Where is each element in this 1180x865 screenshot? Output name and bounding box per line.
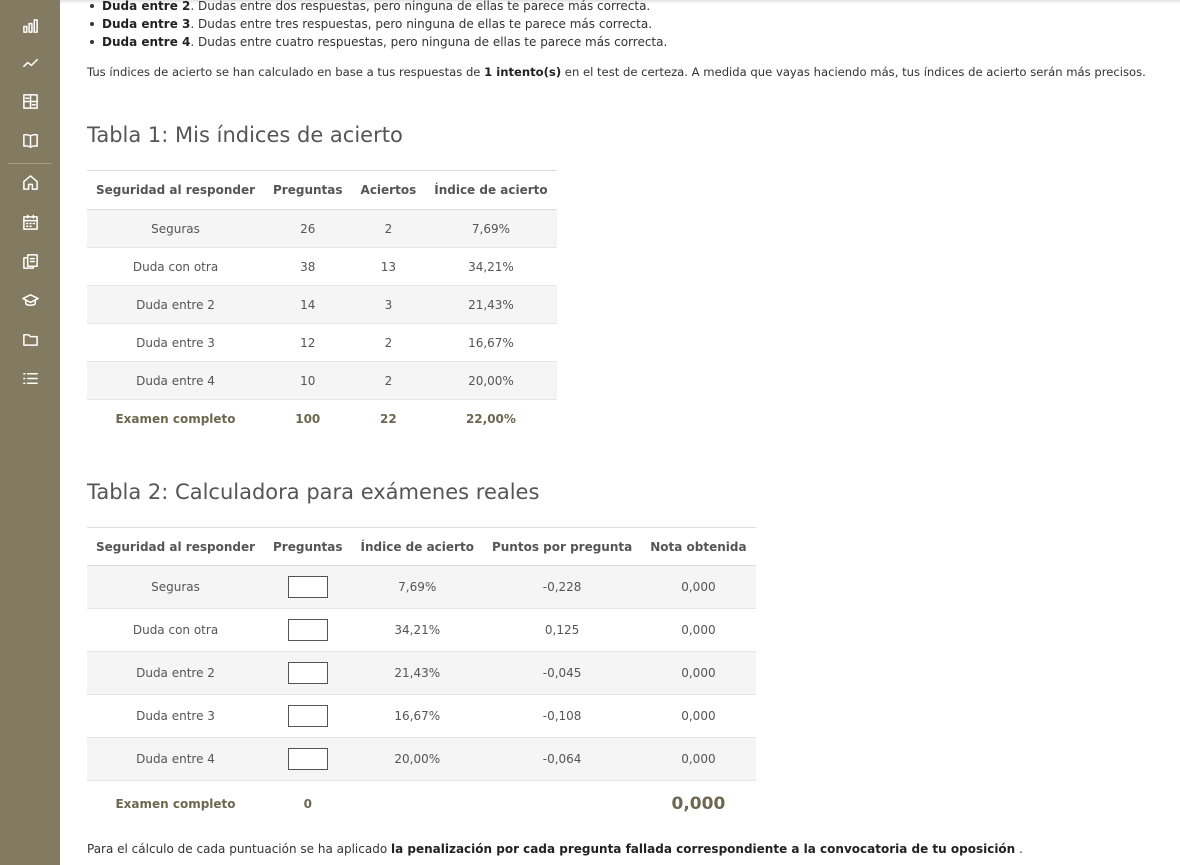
col-header: Puntos por pregunta: [483, 528, 641, 566]
questions-cell: 26: [264, 210, 352, 248]
empty-cell: [483, 781, 641, 827]
col-header: Preguntas: [264, 528, 352, 566]
points-cell: -0,064: [483, 738, 641, 781]
points-cell: -0,108: [483, 695, 641, 738]
sidebar-item-statistics[interactable]: [0, 10, 60, 40]
table2-title: Tabla 2: Calculadora para exámenes reales: [87, 480, 540, 504]
points-cell: -0,228: [483, 566, 641, 609]
empty-cell: [352, 781, 483, 827]
legend-term: Duda entre 4: [102, 35, 191, 49]
points-cell: 0,125: [483, 609, 641, 652]
col-header: Nota obtenida: [641, 528, 755, 566]
total-label: Examen completo: [87, 400, 264, 439]
hit-rate-cell: 21,43%: [352, 652, 483, 695]
questions-input-cell: [264, 695, 352, 738]
hit-rate-cell: 21,43%: [425, 286, 556, 324]
row-label: Duda entre 2: [87, 286, 264, 324]
hit-rate-cell: 34,21%: [352, 609, 483, 652]
table-row: [87, 324, 557, 362]
table-row: [87, 566, 756, 609]
sidebar-divider: [8, 163, 52, 164]
col-header: Aciertos: [352, 171, 426, 210]
row-label: Seguras: [87, 566, 264, 609]
points-cell: -0,045: [483, 652, 641, 695]
legend-item: [87, 15, 667, 33]
legend-desc: . Dudas entre dos respuestas, pero ninguna de ellas te parece más correcta.: [190, 0, 651, 13]
table-header-row: [87, 528, 756, 566]
total-questions: 100: [264, 400, 352, 439]
sidebar-item-home[interactable]: [0, 167, 60, 197]
hits-cell: 3: [352, 286, 426, 324]
list-icon: [22, 370, 39, 387]
total-row: [87, 400, 557, 439]
table-row: [87, 609, 756, 652]
col-header: Índice de acierto: [425, 171, 556, 210]
questions-input-duda-entre-4[interactable]: [288, 748, 328, 770]
questions-cell: 38: [264, 248, 352, 286]
hit-rate-cell: 16,67%: [425, 324, 556, 362]
sidebar-item-calendar[interactable]: [0, 207, 60, 237]
col-header: Índice de acierto: [352, 528, 483, 566]
documents-icon: [22, 253, 39, 270]
trend-line-icon: [22, 55, 39, 72]
hit-rate-table: [87, 170, 557, 439]
grade-cell: 0,000: [641, 738, 755, 781]
grade-cell: 0,000: [641, 609, 755, 652]
hit-rate-cell: 16,67%: [352, 695, 483, 738]
questions-input-duda-entre-3[interactable]: [288, 705, 328, 727]
sidebar-item-list[interactable]: [0, 363, 60, 393]
questions-input-cell: [264, 652, 352, 695]
grade-cell: 0,000: [641, 566, 755, 609]
total-hits: 22: [352, 400, 426, 439]
row-label: Seguras: [87, 210, 264, 248]
sidebar-item-files[interactable]: [0, 324, 60, 354]
row-label: Duda entre 4: [87, 738, 264, 781]
total-questions: 0: [303, 796, 312, 811]
row-label: Duda entre 4: [87, 362, 264, 400]
total-hit-rate: 22,00%: [425, 400, 556, 439]
calendar-icon: [22, 214, 39, 231]
legend-item: [87, 0, 667, 15]
grade-cell: 0,000: [641, 695, 755, 738]
col-header: Seguridad al responder: [87, 528, 264, 566]
legend-desc: . Dudas entre tres respuestas, pero ninguna de ellas te parece más correcta.: [190, 17, 653, 31]
questions-input-seguras[interactable]: [288, 576, 328, 598]
sidebar-item-tests[interactable]: [0, 246, 60, 276]
questions-input-duda-entre-2[interactable]: [288, 662, 328, 684]
questions-input-cell: [264, 609, 352, 652]
hits-cell: 2: [352, 210, 426, 248]
table-header-row: [87, 171, 557, 210]
grade-cell: 0,000: [641, 652, 755, 695]
questions-input-cell: [264, 738, 352, 781]
total-row: [87, 781, 756, 827]
total-grade-cell: [641, 781, 755, 827]
bar-chart-icon: [22, 17, 39, 34]
penalty-footnote: Para el cálculo de cada puntuación se ha aplicado la penalización por cada pregunta fallada correspondiente a la convocatoria de tu oposición .: [87, 842, 1023, 856]
total-label: Examen completo: [115, 796, 236, 811]
legend-term: Duda entre 2: [102, 0, 191, 13]
row-label: Duda entre 2: [87, 652, 264, 695]
questions-input-duda-con-otra[interactable]: [288, 619, 328, 641]
exam-calculator-table: [87, 527, 756, 827]
row-label: Duda entre 3: [87, 695, 264, 738]
hit-rate-cell: 34,21%: [425, 248, 556, 286]
hit-rate-cell: 20,00%: [425, 362, 556, 400]
folder-icon: [22, 331, 39, 348]
hit-rate-cell: 7,69%: [352, 566, 483, 609]
questions-cell: 14: [264, 286, 352, 324]
hit-rate-cell: 7,69%: [425, 210, 556, 248]
confidence-legend: [87, 0, 667, 51]
table1-title: Tabla 1: Mis índices de acierto: [87, 123, 403, 147]
row-label: Duda entre 3: [87, 324, 264, 362]
total-grade: 0,000: [671, 793, 726, 814]
hits-cell: 2: [352, 324, 426, 362]
legend-item: [87, 33, 667, 51]
legend-desc: . Dudas entre cuatro respuestas, pero ninguna de ellas te parece más correcta.: [190, 35, 668, 49]
row-label: Duda con otra: [87, 248, 264, 286]
home-icon: [22, 174, 39, 191]
col-header: Seguridad al responder: [87, 171, 264, 210]
hits-cell: 13: [352, 248, 426, 286]
sidebar-item-library[interactable]: [0, 125, 60, 155]
hits-cell: 2: [352, 362, 426, 400]
row-label: Duda con otra: [87, 609, 264, 652]
sidebar-item-courses[interactable]: [0, 285, 60, 315]
questions-cell: 10: [264, 362, 352, 400]
table-row: [87, 248, 557, 286]
table-row: [87, 652, 756, 695]
questions-cell: 12: [264, 324, 352, 362]
questions-input-cell: [264, 566, 352, 609]
hit-rate-cell: 20,00%: [352, 738, 483, 781]
table-row: [87, 286, 557, 324]
graduation-cap-icon: [22, 292, 39, 309]
sidebar-item-progress[interactable]: [0, 48, 60, 78]
col-header: Preguntas: [264, 171, 352, 210]
table-row: [87, 738, 756, 781]
calculator-icon: [22, 93, 39, 110]
table-row: [87, 695, 756, 738]
book-icon: [22, 132, 39, 149]
table-row: [87, 362, 557, 400]
intro-text: Tus índices de acierto se han calculado en base a tus respuestas de 1 intento(s) en el test de certeza. A medida que vayas haciendo más, tus índices de acierto serán más precisos.: [87, 65, 1146, 79]
sidebar-item-calculator[interactable]: [0, 86, 60, 116]
table-row: [87, 210, 557, 248]
sidebar: [0, 0, 60, 865]
legend-term: Duda entre 3: [102, 17, 191, 31]
